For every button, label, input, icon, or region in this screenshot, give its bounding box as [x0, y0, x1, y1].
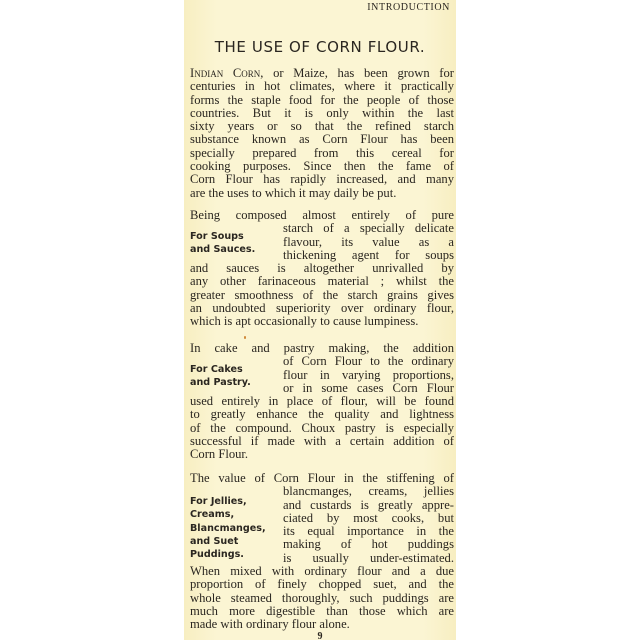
text-line: Corn Flour has rapidly increased, and many: [190, 172, 454, 187]
paragraph-soups-sauces: [190, 209, 454, 329]
text-line: and sauces is altogether unrivalled by: [190, 261, 454, 276]
text-line: making of hot puddings: [283, 537, 454, 552]
text-line: and custards is greatly appre-: [283, 497, 454, 512]
text-line: ciated by most cooks, but: [283, 510, 454, 525]
text-line: flour in varying proportions,: [283, 367, 454, 382]
sidenote-cakes-pastry: For Cakes and Pastry.: [190, 364, 251, 389]
paragraph-cakes-pastry: [190, 342, 454, 462]
text-line: When mixed with ordinary flour and a due: [190, 564, 454, 579]
paragraph-jellies-puddings: [190, 472, 454, 632]
book-page: [184, 0, 456, 640]
text-line: The value of Corn Flour in the stiffening of: [190, 471, 454, 485]
text-line: blancmanges, creams, jellies: [283, 484, 454, 499]
text-line: or in some cases Corn Flour: [283, 380, 454, 395]
text-line: substance known as Corn Flour has been: [190, 132, 454, 147]
paper-speck: [244, 336, 246, 339]
text-line: any other farinaceous material ; whilst the: [190, 274, 454, 289]
text-line: cooking purposes. Since then the fame of: [190, 159, 454, 174]
paragraph-intro: Indian Corn, or Maize, has been grown for centuries in hot climates, where it practically forms the staple food for the people of those countries. But it is only within the last sixty years or so that the refined starch substance known as Corn Flour has been specially prepared from this cereal for cooking purposes. Since then the fame of Corn Flour has rapidly increased, and many are the uses to which it may daily be put.: [190, 66, 454, 200]
text-line: to greatly enhance the quality and lightness: [190, 407, 454, 422]
text-line: of Corn Flour to the ordinary: [283, 354, 454, 369]
text-line: is usually under-estimated.: [283, 550, 454, 565]
text-line: greater smoothness of the starch grains gives: [190, 287, 454, 302]
text-line: In cake and pastry making, the addition: [190, 341, 454, 355]
text-line: of the compound. Choux pastry is especially: [190, 420, 454, 435]
lead-small-caps: Indian Corn: [190, 66, 261, 80]
text-line: centuries in hot climates, where it practically: [190, 79, 454, 94]
running-head: INTRODUCTION: [367, 2, 450, 13]
text-line: proportion of finely chopped suet, and the: [190, 577, 454, 592]
text-line: specially prepared from this cereal for: [190, 145, 454, 160]
text-line: made with ordinary flour alone.: [190, 617, 350, 632]
page-number: 9: [317, 631, 323, 642]
text-line: much more digestible than those which are: [190, 603, 454, 618]
text-line: flavour, its value as a: [283, 234, 454, 249]
text-line: Corn Flour.: [190, 447, 249, 462]
text-line: are the uses to which it may daily be put.: [190, 185, 397, 200]
text-line: sixty years or so that the refined starch: [190, 119, 454, 134]
chapter-title: THE USE OF CORN FLOUR.: [214, 38, 426, 56]
text-line: Being composed almost entirely of pure: [190, 208, 454, 222]
text-line: whole steamed thoroughly, such puddings are: [190, 590, 454, 605]
text-line: forms the staple food for the people of those: [190, 92, 454, 107]
text-line: used entirely in place of flour, will be found: [190, 394, 454, 409]
text-line: starch of a specially delicate: [283, 221, 454, 236]
text-line: countries. But it is only within the last: [190, 105, 454, 120]
text-line: thickening agent for soups: [283, 247, 454, 262]
text-line: which is apt occasionally to cause lumpiness.: [190, 314, 419, 329]
sidenote-soups-sauces: For Soups and Sauces.: [190, 231, 256, 256]
text-line: its equal importance in the: [283, 524, 454, 539]
sidenote-jellies-puddings: For Jellies, Creams, Blancmanges, and Suet Puddings.: [190, 496, 266, 561]
text-line: an undoubted superiority over ordinary flour,: [190, 301, 454, 316]
text-line: successful if made with a certain addition of: [190, 434, 454, 449]
